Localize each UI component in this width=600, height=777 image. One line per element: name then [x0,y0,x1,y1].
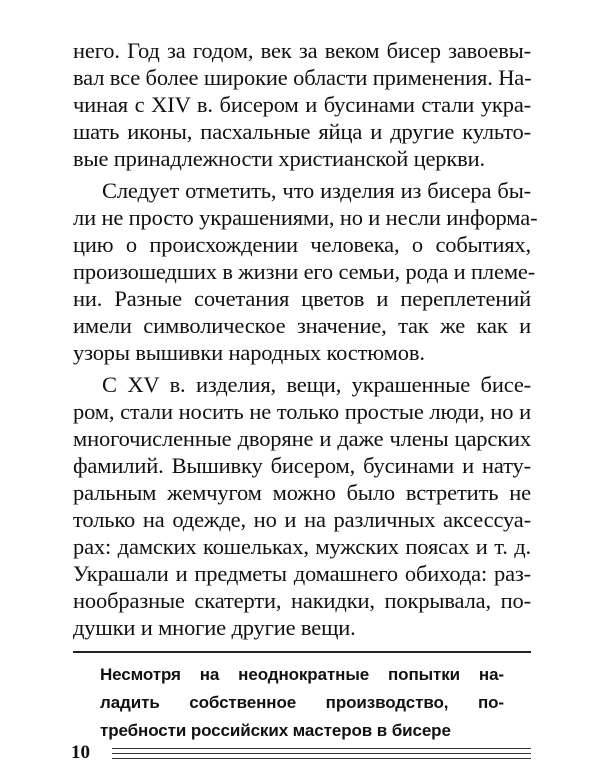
body-line: рах: дамских кошельках, мужских поясах и т. д. [73,534,531,559]
footer-rule-middle [112,753,531,754]
footer-rule-top [112,748,531,749]
body-line: нообразные скатерти, накидки, покрывала, по- [73,588,531,613]
body-line: вые принадлежности христианской церкви. [73,146,486,171]
body-line: вал все более широкие области применения. На- [73,65,532,90]
body-line: только на одежде, но и на различных аксессуа- [73,507,531,532]
body-line: произошедших в жизни его семьи, рода и племе- [73,259,536,284]
body-line: ром, стали носить не только простые люди, но и [73,399,531,424]
highlight-line: требности российских мастеров в бисере [100,721,451,740]
body-line: имели символическое значение, так же как и [73,313,531,338]
body-line: С XV в. изделия, вещи, украшенные бисе- [102,372,531,397]
body-line: фамилий. Вышивку бисером, бусинами и нату- [73,453,531,478]
body-line: него. Год за годом, век за веком бисер завоевы- [73,38,531,63]
page-number: 10 [71,742,90,763]
body-line: узоры вышивки народных костюмов. [73,340,425,365]
body-line: душки и многие другие вещи. [73,615,356,640]
body-line: чиная с XIV в. бисером и бусинами стали укра- [73,92,531,117]
section-divider [73,651,531,653]
highlight-line: ладить собственное производство, по- [100,693,504,712]
body-line: Украшали и предметы домашнего обихода: раз- [73,561,531,586]
body-line: цию о происхождении человека, о событиях, [73,232,531,257]
body-line: ли не просто украшениями, но и несли информа- [73,205,538,230]
footer-rule-bottom [112,758,531,759]
body-line: Следует отметить, что изделия из бисера бы- [102,178,531,203]
body-line: шать иконы, пасхальные яйца и другие культо- [73,119,531,144]
body-line: многочисленные дворяне и даже члены царских [73,426,531,451]
highlight-line: Несмотря на неоднократные попытки на- [100,665,504,684]
body-line: ральным жемчугом можно было встретить не [73,480,531,505]
body-line: ни. Разные сочетания цветов и переплетений [73,286,531,311]
